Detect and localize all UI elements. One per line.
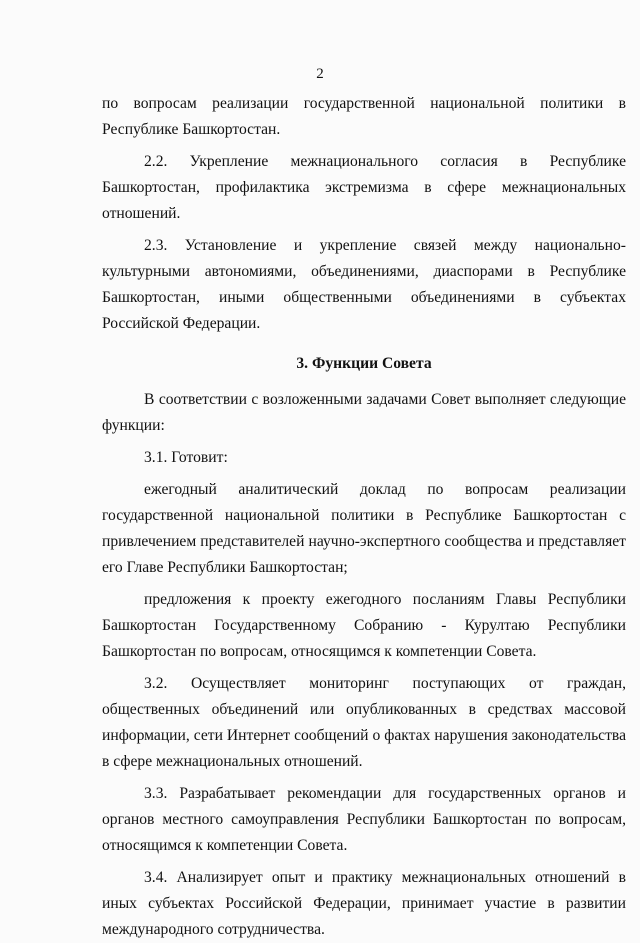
paragraph-2-3: 2.3. Установление и укрепление связей между национально-культурными автономиями, объединениями, диаспорами в Республике Башкортостан, иными общественными объединениями в субъектах Российской Федерации. xyxy=(102,237,626,332)
paragraph-2-1-continuation: по вопросам реализации государственной национальной политики в Республике Башкортостан. xyxy=(102,95,626,138)
paragraph-3-3: 3.3. Разрабатывает рекомендации для государственных органов и органов местного самоуправления Республики Башкортостан по вопросам, относящимся к компетенции Совета. xyxy=(102,785,626,854)
paragraph-3-intro: В соответствии с возложенными задачами Совет выполняет следующие функции: xyxy=(102,391,626,434)
page-number: 2 xyxy=(316,66,324,82)
paragraph-3-4: 3.4. Анализирует опыт и практику межнациональных отношений в иных субъектах Российской Федерации, принимает участие в развитии международного сотрудничества. xyxy=(102,869,626,938)
paragraph-3-1-item-2: предложения к проекту ежегодного посланиям Главы Республики Башкортостан Государственному Собранию - Курултаю Республики Башкортостан по вопросам, относящимся к компетенции Совета. xyxy=(102,591,626,660)
paragraph-3-1-item-1: ежегодный аналитический доклад по вопросам реализации государственной национальной политики в Республике Башкортостан с привлечением представителей научно-экспертного сообщества и представляет его Главе Республики Башкортостан; xyxy=(102,481,626,576)
section-heading: 3. Функции Совета xyxy=(296,355,432,372)
paragraph-3-2: 3.2. Осуществляет мониторинг поступающих от граждан, общественных объединений или опубликованных в средствах массовой информации, сети Интернет сообщений о фактах нарушения законодательства в сфере межнациональных отношений. xyxy=(102,675,626,770)
paragraph-3-1: 3.1. Готовит: xyxy=(144,449,228,466)
document-body xyxy=(102,91,626,943)
paragraph-2-2: 2.2. Укрепление межнационального согласия в Республике Башкортостан, профилактика экстремизма в сфере межнациональных отношений. xyxy=(102,153,626,222)
